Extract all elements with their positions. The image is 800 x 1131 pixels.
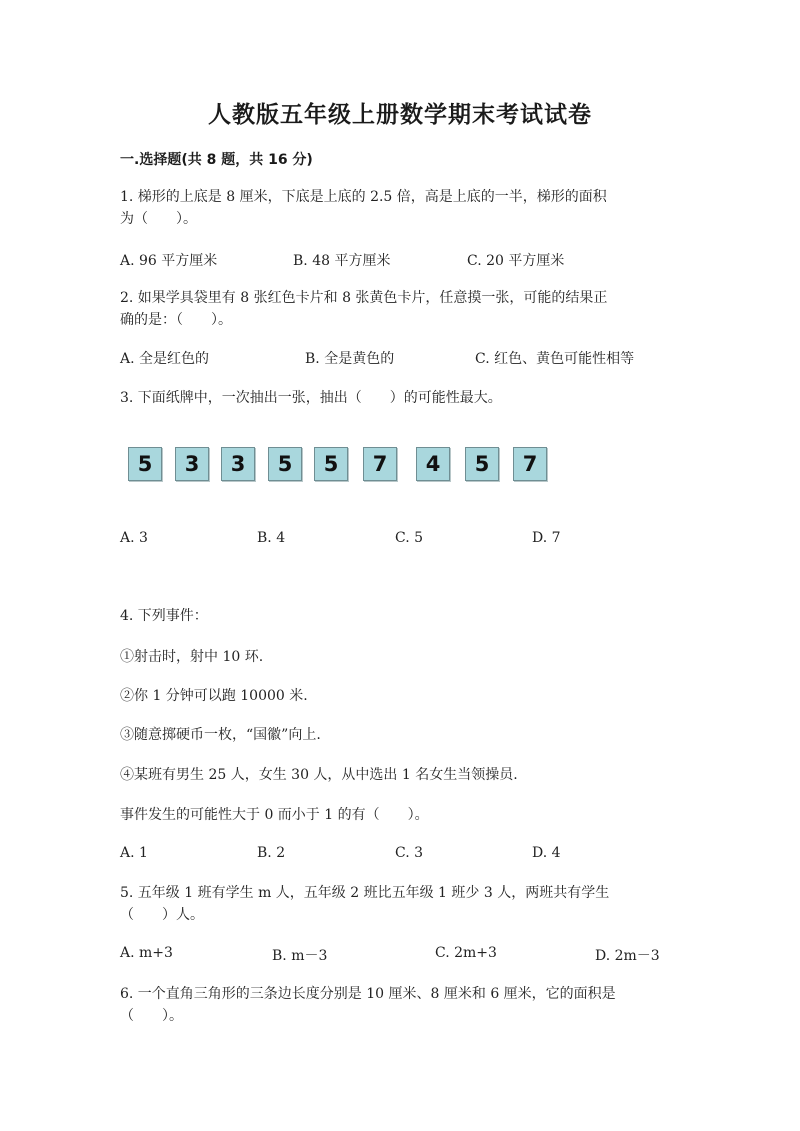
q2-option-c[interactable]: C. 红色、黄色可能性相等	[475, 351, 635, 367]
q4-option-d[interactable]: D. 4	[532, 845, 561, 861]
q5-option-a[interactable]: A. m+3	[120, 945, 173, 961]
question-1-text: 1. 梯形的上底是 8 厘米，下底是上底的 2.5 倍，高是上底的一半，梯形的面积	[120, 189, 607, 205]
q4-event-2: ②你 1 分钟可以跑 10000 米.	[120, 688, 308, 704]
question-2-text: 2. 如果学具袋里有 8 张红色卡片和 8 张黄色卡片，任意摸一张，可能的结果正	[120, 290, 608, 306]
question-1-text-cont: 为（ ）。	[120, 211, 197, 227]
number-card: 5	[268, 447, 302, 481]
q4-event-3: ③随意掷硬币一枚，“国徽”向上.	[120, 727, 321, 743]
number-card: 5	[128, 447, 162, 481]
q4-event-1: ①射击时，射中 10 环.	[120, 649, 264, 665]
page-title: 人教版五年级上册数学期末考试试卷	[208, 102, 592, 128]
q2-option-b[interactable]: B. 全是黄色的	[305, 351, 395, 367]
number-card: 3	[175, 447, 209, 481]
q3-option-c[interactable]: C. 5	[395, 530, 424, 546]
q1-option-b[interactable]: B. 48 平方厘米	[293, 253, 391, 269]
q5-option-c[interactable]: C. 2m+3	[435, 945, 497, 961]
q3-option-d[interactable]: D. 7	[532, 530, 561, 546]
question-6-text: 6. 一个直角三角形的三条边长度分别是 10 厘米、8 厘米和 6 厘米，它的面积是	[120, 986, 616, 1002]
q4-option-b[interactable]: B. 2	[257, 845, 286, 861]
question-6-text-cont: （ ）。	[120, 1008, 183, 1024]
q3-option-a[interactable]: A. 3	[120, 530, 148, 546]
number-card: 5	[314, 447, 348, 481]
number-card: 3	[221, 447, 255, 481]
q2-option-a[interactable]: A. 全是红色的	[120, 351, 210, 367]
question-2-text-cont: 确的是：（ ）。	[120, 312, 232, 328]
q3-option-b[interactable]: B. 4	[257, 530, 286, 546]
number-card: 4	[416, 447, 450, 481]
q4-option-c[interactable]: C. 3	[395, 845, 424, 861]
q4-option-a[interactable]: A. 1	[120, 845, 148, 861]
question-4-text: 4. 下列事件：	[120, 608, 208, 624]
number-card: 7	[363, 447, 397, 481]
number-card: 5	[465, 447, 499, 481]
q5-option-b[interactable]: B. m－3	[272, 948, 328, 964]
question-5-text-cont: （ ）人。	[120, 907, 204, 923]
q1-option-c[interactable]: C. 20 平方厘米	[467, 253, 565, 269]
q1-option-a[interactable]: A. 96 平方厘米	[120, 253, 218, 269]
q5-option-d[interactable]: D. 2m－3	[595, 948, 660, 964]
q4-event-4: ④某班有男生 25 人，女生 30 人，从中选出 1 名女生当领操员.	[120, 767, 518, 783]
number-card: 7	[513, 447, 547, 481]
question-5-text: 5. 五年级 1 班有学生 m 人，五年级 2 班比五年级 1 班少 3 人，两班共有学生	[120, 885, 610, 901]
question-3-text: 3. 下面纸牌中，一次抽出一张，抽出（ ）的可能性最大。	[120, 390, 502, 406]
q4-prompt: 事件发生的可能性大于 0 而小于 1 的有（ ）。	[120, 807, 429, 823]
section-heading: 一.选择题(共 8 题，共 16 分)	[120, 152, 313, 168]
